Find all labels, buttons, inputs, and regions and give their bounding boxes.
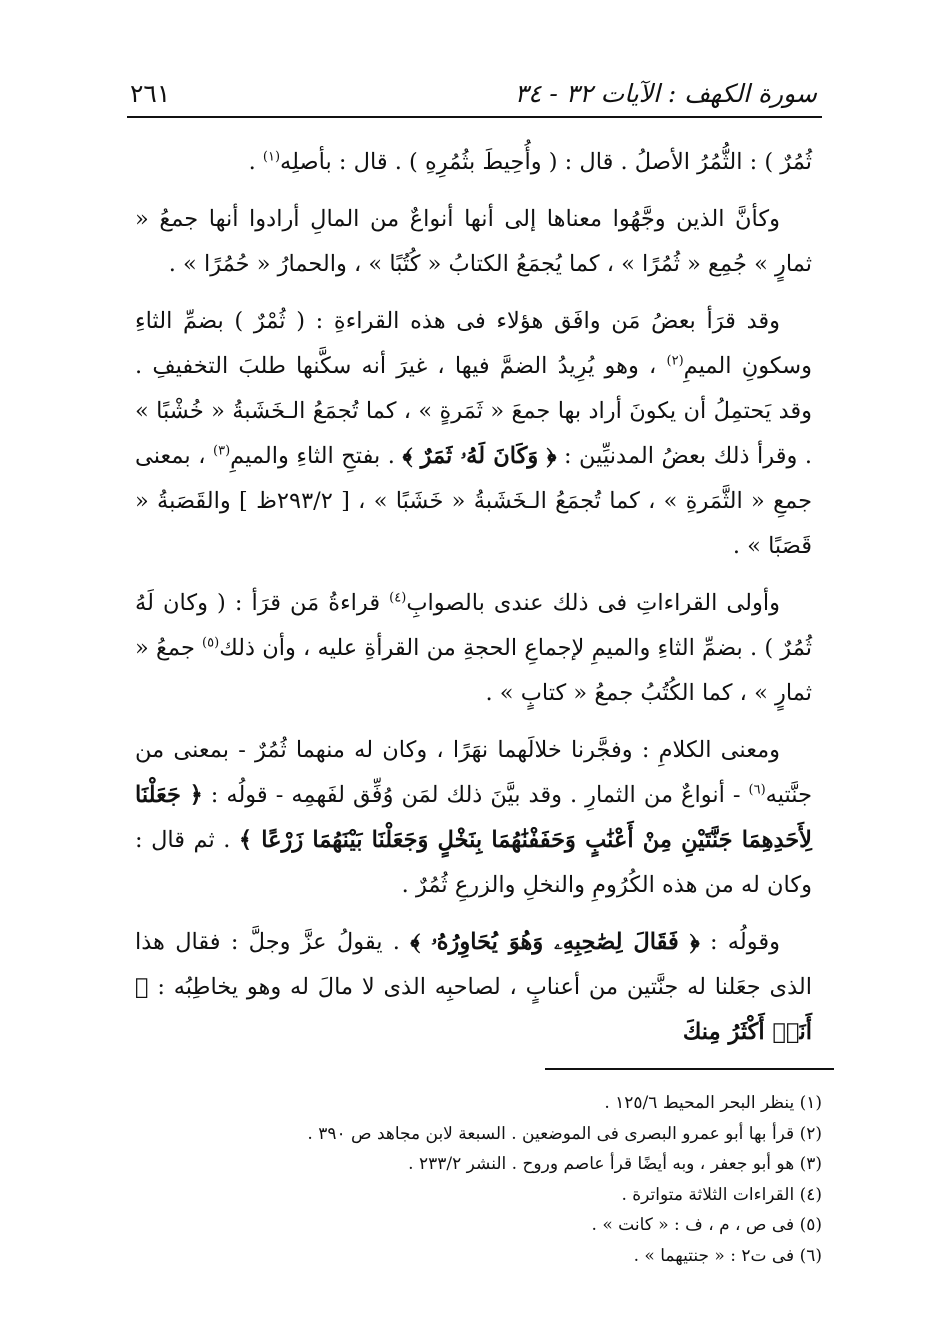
footnote-divider bbox=[545, 1068, 834, 1070]
paragraph-3 bbox=[135, 299, 812, 569]
footnote-ref-2[interactable]: (٢) bbox=[666, 353, 684, 369]
quran-verse: ﴿ فَقَالَ لِصَٰحِبِهِۦ وَهُوَ يُحَاوِرُهُۥ ﴾ bbox=[410, 929, 700, 955]
paragraph-3-part-b: ، وهو يُرِيدُ الضمَّ فيها ، غيرَ أنه سكَّنها طلبَ التخفيفِ . وقد يَحتمِلُ أن يكونَ أراد بها جمعَ « ثَمَرةٍ » ، كما تُجمَعُ الـخَشَبةُ « خُشْبًا » . وقرأ ذلك بعضُ المدنيِّين : bbox=[135, 353, 813, 469]
paragraph-4-part-b: قراءةُ مَن قرَأ : ( وكان لَهُ ثُمُرٌ ) . بضمِّ الثاءِ والميمِ لإجماعِ الحجةِ من القرأةِ عليه ، وأن ذلك bbox=[135, 590, 812, 661]
running-header bbox=[130, 64, 817, 108]
paragraph-6-part-b: . يقولُ عزَّ وجلَّ : فقال هذا الذى جعَلنا له جنَّتين من أعنابٍ ، لصاحبِه الذى لا مالَ له وهو يخاطِبُه : bbox=[135, 929, 812, 1000]
paragraph-2: وكأنَّ الذين وجَّهُوا معناها إلى أنها أنواعٌ من المالِ أرادوا أنها جمعُ « ثمارٍ » جُمِع « ثُمُرًا » ، كما يُجمَعُ الكتابُ « كُتُبًا » ، والحمارُ « حُمُرًا » . bbox=[135, 206, 812, 277]
running-title: سورة الكهف : الآيات ٣٢ - ٣٤ bbox=[514, 79, 817, 108]
paragraph-5-part-b: - أنواعٌ من الثمارِ . وقد بيَّنَ ذلك لمَن وُفِّق لفَهمِه - قولُه : bbox=[202, 782, 749, 808]
quran-verse: ﴿ أَنَا۠ أَكْثَرُ مِنكَ bbox=[135, 974, 812, 1045]
footnotes bbox=[135, 1088, 822, 1271]
paragraph-1 bbox=[135, 140, 812, 185]
paragraph-5-part-a: ومعنى الكلامِ : وفجَّرنا خلالَهما نهَرًا ، وكان له منهما ثُمُرٌ - بمعنى من جنَّتيه bbox=[135, 737, 812, 808]
paragraph-6-part-a: وقولُه : bbox=[699, 929, 780, 955]
quran-verse: ﴿ جَعَلْنَا لِأَحَدِهِمَا جَنَّتَيْنِ مِنْ أَعْنَٰبٍ وَحَفَفْنَٰهُمَا بِنَخْلٍ وَجَعَلْنَا بَيْنَهُمَا زَرْعًا ﴾ bbox=[135, 782, 813, 853]
paragraph-5 bbox=[135, 728, 812, 908]
footnote-2: (٢) قرأ بها أبو عمرو البصرى فى الموضعين . السبعة لابن مجاهد ص ٣٩٠ . bbox=[307, 1123, 822, 1144]
page-number: ٢٦١ bbox=[130, 79, 171, 108]
paragraph-4 bbox=[135, 581, 812, 716]
paragraph-1-text: ثُمُرٌ ) : الثُّمُرُ الأصلُ . قال : ( وأُحِيطَ بثُمُرِهِ ) . قال : بأصلِه bbox=[280, 149, 812, 175]
paragraph-5-part-c: . ثم قال : وكان له من هذه الكُرُومِ والنخلِ والزرعِ ثُمُرٌ . bbox=[135, 827, 812, 898]
paragraph-6 bbox=[135, 920, 812, 1055]
paragraph-3-part-d: ، بمعنى جمعِ « الثَّمَرةِ » ، كما تُجمَعُ الـخَشَبةُ « خَشَبًا » ، [ ٢٩٣/٢ظ ] والقَصَبةُ « قَصَبًا » . bbox=[135, 443, 812, 559]
footnote-ref-3[interactable]: (٣) bbox=[213, 443, 231, 459]
footnote-5: (٥) فى ص ، م ، ف : « كانت » . bbox=[591, 1215, 822, 1235]
footnote-3: (٣) هو أبو جعفر ، وبه أيضًا قرأ عاصم وروح . النشر ٢٣٣/٢ . bbox=[408, 1154, 822, 1174]
footnote-ref-4[interactable]: (٤) bbox=[389, 590, 407, 606]
footnote-6: (٦) فى ت٢ : « جنتيهما » . bbox=[633, 1245, 822, 1266]
footnote-ref-1[interactable]: (١) bbox=[262, 149, 281, 165]
paragraph-3-part-c: . بفتحِ الثاءِ والميمِ bbox=[230, 443, 403, 469]
paragraph-4-part-a: وأولى القراءاتِ فى ذلك عندى بالصوابِ bbox=[406, 590, 780, 616]
paragraph-4-part-c: جمعُ « ثمارٍ » ، كما الكُتُبُ جمعُ « كتابٍ » . bbox=[135, 635, 812, 706]
quran-verse: ﴿ وَكَانَ لَهُۥ ثَمَرٌ ﴾ bbox=[402, 443, 557, 469]
header-divider bbox=[127, 116, 822, 118]
paragraph-3-part-a: وقد قرَأ بعضُ مَن وافَق هؤلاء فى هذه القراءةِ : ( ثُمْرٌ ) بضمِّ الثاءِ وسكونِ الميمِ bbox=[135, 308, 812, 379]
paragraph-1-end: . bbox=[248, 149, 263, 175]
main-text bbox=[135, 140, 812, 1055]
footnote-ref-5[interactable]: (٥) bbox=[202, 635, 220, 651]
footnote-1: (١) ينظر البحر المحيط ١٢٥/٦ . bbox=[604, 1093, 822, 1113]
footnote-ref-6[interactable]: (٦) bbox=[748, 782, 766, 798]
footnote-4: (٤) القراءات الثلاثة متواترة . bbox=[621, 1184, 822, 1205]
